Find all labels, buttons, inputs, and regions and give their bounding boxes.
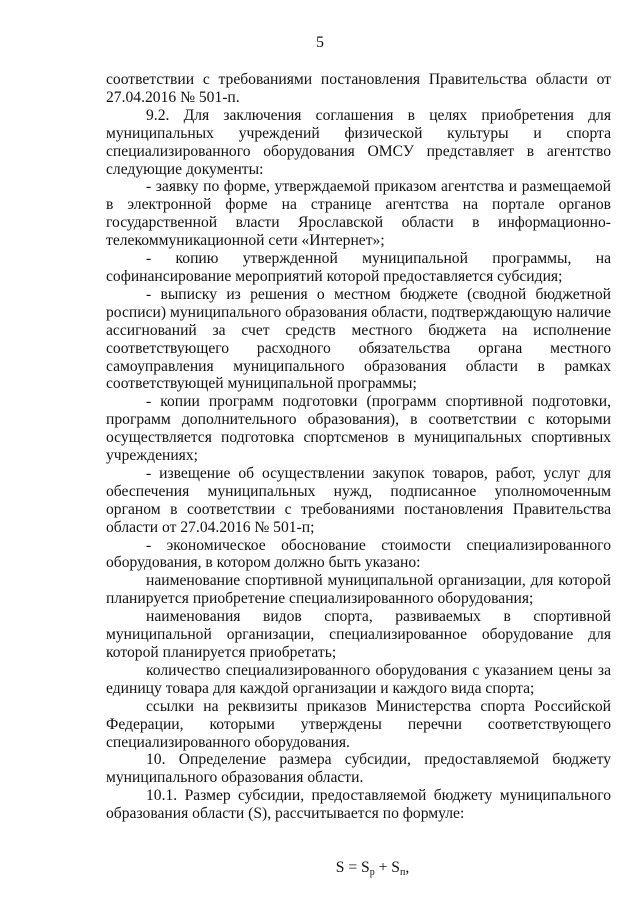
document-body <box>106 71 611 882</box>
formula-tail: , <box>405 859 410 877</box>
formula-equals: = <box>344 859 362 877</box>
paragraph: 9.2. Для заключения соглашения в целях приобретения для муниципальных учреждений физической культуры и спорта специализированного оборудования ОМСУ представляет в агентство следующие документы: <box>106 106 611 178</box>
formula-lhs: S <box>335 859 345 877</box>
formula-term-base: S <box>361 859 370 877</box>
list-item: - выписку из решения о местном бюджете (сводной бюджетной росписи) муниципального образования области, подтверждающую наличие ассигнований за счет средств местного бюджета на исполнение соответствующего расходного обязательства органа местного самоуправления муниципального образования области в рамках соответствующей муниципальной программы; <box>106 285 611 393</box>
list-item: - заявку по форме, утверждаемой приказом агентства и размещаемой в электронной форме на странице агентства на портале органов государственной власти Ярославской области в информационно-телекоммуникационной сети «Интернет»; <box>106 178 611 250</box>
formula-plus: + <box>374 859 392 877</box>
paragraph: наименования видов спорта, развиваемых в спортивной муниципальной организации, специализированное оборудование для которой планируется приобретать; <box>106 608 611 661</box>
formula-term-subscript: п <box>399 867 406 879</box>
paragraph: наименование спортивной муниципальной организации, для которой планируется приобретение специализированного оборудования; <box>106 572 611 608</box>
paragraph: 10.1. Размер субсидии, предоставляемой бюджету муниципального образования области (S), рассчитывается по формуле: <box>106 787 611 823</box>
paragraph: ссылки на реквизиты приказов Министерства спорта Российской Федерации, которыми утверждены перечни соответствующего специализированного оборудования. <box>106 697 611 751</box>
formula <box>106 859 611 882</box>
formula-term-base: S <box>391 859 400 877</box>
list-item: - копии программ подготовки (программ спортивной подготовки, программ дополнительного образования), в соответствии с которыми осуществляется подготовка спортсменов в муниципальных спортивных учреждениях; <box>106 393 611 465</box>
section-heading: 10. Определение размера субсидии, предоставляемой бюджету муниципального образования области. <box>106 751 611 787</box>
list-item: - экономическое обоснование стоимости специализированного оборудования, в котором должно быть указано: <box>106 536 611 572</box>
paragraph: количество специализированного оборудования с указанием цены за единицу товара для каждой организации и каждого вида спорта; <box>106 661 611 697</box>
page-number: 5 <box>316 34 324 51</box>
formula-term-subscript: р <box>369 867 375 879</box>
paragraph: соответствии с требованиями постановления Правительства области от 27.04.2016 № 501-п. <box>106 71 611 106</box>
list-item: - извещение об осуществлении закупок товаров, работ, услуг для обеспечения муниципальных нужд, подписанное уполномоченным органом в соответствии с требованиями постановления Правительства области от 27.04.2016 № 501-п; <box>106 464 611 536</box>
list-item: - копию утвержденной муниципальной программы, на софинансирование мероприятий которой предоставляется субсидия; <box>106 250 611 285</box>
